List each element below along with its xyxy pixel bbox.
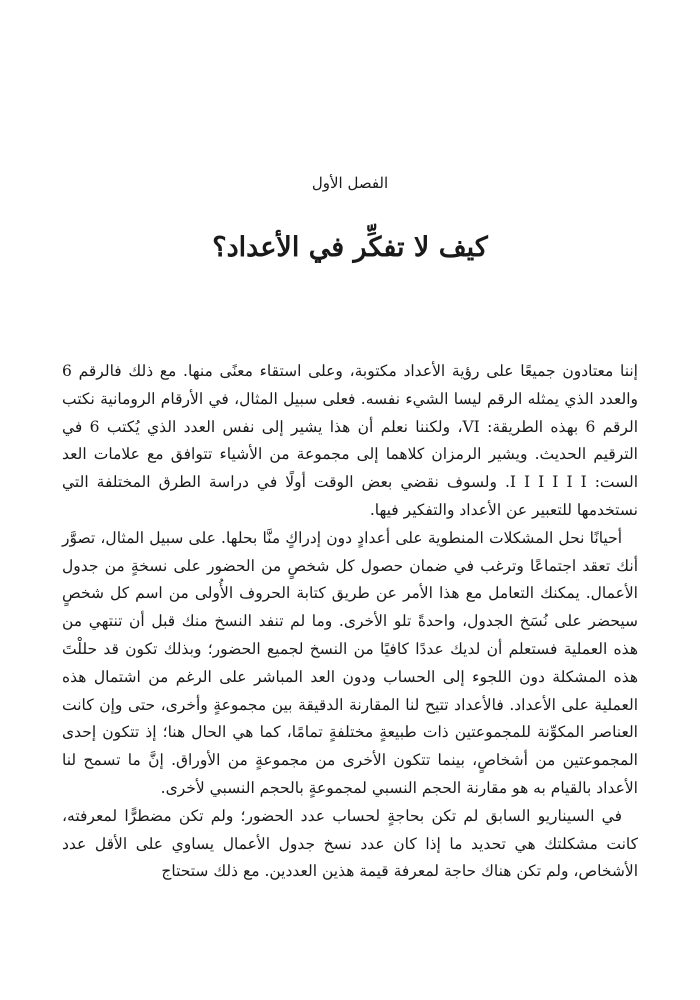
paragraph-1: إننا معتادون جميعًا على رؤية الأعداد مكتوبة، وعلى استقاء معنًى منها. مع ذلك فالرقم 6 والعدد الذي يمثله الرقم ليسا الشيء نفسه. فعلى سبيل المثال، في الأرقام الرومانية نكتب الرقم 6 بهذه الطريقة: VI، ولكننا نعلم أن هذا يشير إلى نفس العدد الذي يُكتب 6 في الترقيم الحديث. ويشير الرمزان كلاهما إلى مجموعة من الأشياء تتوافق مع علامات العد الست: I I I I I I. ولسوف نقضي بعض الوقت أولًا في دراسة الطرق المختلفة التي نستخدمها للتعبير عن الأعداد والتفكير فيها. (62, 362, 639, 519)
paragraph-3: في السيناريو السابق لم تكن بحاجةٍ لحساب عدد الحضور؛ ولم تكن مضطرًّا لمعرفته، كانت مشكلتك هي تحديد ما إذا كان عدد نسخ جدول الأعمال يساوي على الأقل عدد الأشخاص، ولم تكن هناك حاجة لمعرفة قيمة هذين العددين. مع ذلك ستحتاج (62, 806, 638, 881)
chapter-label: الفصل الأول (311, 174, 389, 192)
paragraph-2: أحيانًا نحل المشكلات المنطوية على أعدادٍ دون إدراكٍ منَّا بحلها. على سبيل المثال، تصوَّر أنك تعقد اجتماعًا وترغب في ضمان حصول كل شخصٍ من الحضور على نسخةٍ من جدول الأعمال. يمكنك التعامل مع هذا الأمر عن طريق كتابة الحروف الأُولى من اسم كل شخصٍ سيحضر على نُسَخ الجدول، واحدةً تلو الأخرى. وما لم تنفد النسخ منك قبل أن تنتهي من هذه العملية فستعلم أن لديك عددًا كافيًا من النسخ لجميع الحضور؛ وبذلك تكون قد حللْتَ هذه المشكلة دون اللجوء إلى الحساب ودون العد المباشر على الرغم من اشتمال هذه العملية على الأعداد. فالأعداد تتيح لنا المقارنة الدقيقة بين مجموعةٍ وأخرى، حتى وإن كانت العناصر المكوِّنة للمجموعتين ذات طبيعةٍ مختلفةٍ تمامًا، كما هي الحال هنا؛ إذ تتكون إحدى المجموعتين من أشخاصٍ، بينما تتكون الأخرى من مجموعةٍ من الأوراق. إنَّ ما تسمح لنا الأعداد بالقيام به هو مقارنة الحجم النسبي لمجموعةٍ بالحجم النسبي لأخرى. (62, 528, 638, 797)
body-text (62, 358, 638, 886)
chapter-title: كيف لا تفكِّر في الأعداد؟ (212, 232, 488, 263)
